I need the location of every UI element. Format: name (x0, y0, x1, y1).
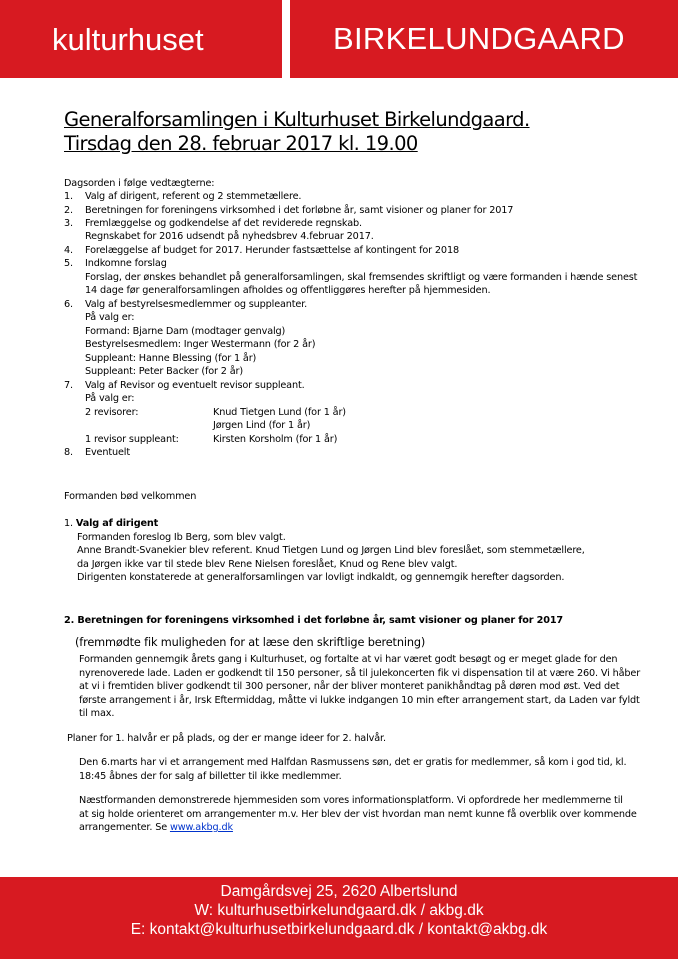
footer-email: E: kontakt@kulturhusetbirkelundgaard.dk / kontakt@akbg.dk (130, 921, 548, 938)
agenda-item-line: Eventuelt (85, 447, 130, 458)
agenda-item-num: 8. (64, 447, 73, 458)
section-2-paragraph-line: Den 6.marts har vi et arrangement med Halfdan Rasmussens søn, det er gratis for medlemmer, så kom i god tid, kl. (79, 757, 627, 768)
section-1-number: 1. (64, 518, 73, 529)
title-line-1: Generalforsamlingen i Kulturhuset Birkelundgaard. (64, 108, 530, 131)
agenda-item-num: 2. (64, 205, 73, 216)
header-left-banner (0, 0, 282, 78)
agenda-intro: Dagsorden i følge vedtægterne: (64, 178, 215, 189)
agenda-item-line: 14 dage før generalforsamlingen afholdes og offentliggøres herefter på hjemmesiden. (85, 285, 491, 296)
section-1-line: Formanden foreslog Ib Berg, som blev valgt. (77, 532, 286, 543)
agenda-item-line: Valg af dirigent, referent og 2 stemmetællere. (85, 191, 302, 202)
agenda-item-line: Beretningen for foreningens virksomhed i det forløbne år, samt visioner og planer for 2017 (85, 205, 514, 216)
agenda-item-num: 5. (64, 258, 73, 269)
agenda-item-num: 7. (64, 380, 73, 391)
page-title (64, 108, 530, 156)
revisor-suppleant-label: 1 revisor suppleant: (85, 434, 179, 445)
section-1-line: Dirigenten konstaterede at generalforsamlingen var lovligt indkaldt, og gennemgik herefter dagsorden. (77, 572, 565, 583)
revisor-label: 2 revisorer: (85, 407, 139, 418)
section-2-paragraph-line: nyrenoverede lade. Laden er godkendt til 150 personer, så til julekoncerten fik vi dispensation til at være 260. Vi håber (79, 668, 641, 679)
agenda-item-num: 3. (64, 218, 73, 229)
page-header (0, 0, 678, 78)
agenda-item-line: På valg er: (85, 312, 135, 323)
agenda-item-line: Formand: Bjarne Dam (modtager genvalg) (85, 326, 286, 337)
section-2-paragraph-line: første arrangement i år, Irsk Eftermiddag, måtte vi lukke indgangen 10 min efter arrangement start, da Laden var fyldt (79, 695, 640, 706)
section-2-paragraph-last-line (79, 821, 233, 834)
agenda-item-line: Bestyrelsesmedlem: Inger Westermann (for 2 år) (85, 339, 316, 350)
page-footer (0, 877, 678, 959)
welcome-text: Formanden bød velkommen (64, 491, 197, 502)
section-2-paragraph-line: 18:45 åbnes der for salg af billetter til ikke medlemmer. (79, 771, 342, 782)
section-1-heading (64, 517, 158, 530)
agenda-item-line: Forslag, der ønskes behandlet på generalforsamlingen, skal fremsendes skriftligt og være formanden i hænde senest (85, 272, 638, 283)
section-1-line: da Jørgen ikke var til stede blev Rene Nielsen foreslået, Knud og Rene blev valgt. (77, 559, 458, 570)
agenda-item-line: Indkomne forslag (85, 258, 167, 269)
header-right-banner (290, 0, 678, 78)
section-2-paragraph-line: Formanden gennemgik årets gang i Kulturhuset, og fortalte at vi har været godt besøgt og er meget glade for den (79, 654, 618, 665)
agenda-item-line: Valg af bestyrelsesmedlemmer og suppleanter. (85, 299, 308, 310)
agenda-item-num: 1. (64, 191, 73, 202)
agenda-item-line: Fremlæggelse og godkendelse af det reviderede regnskab. (85, 218, 362, 229)
agenda-item-num: 4. (64, 245, 73, 256)
section-2-paragraph-line: at sig holde orienteret om arrangementer m.v. Her blev der vist hvordan man nemt kunne få overblik over kommende (79, 809, 637, 820)
section-2-paragraph-text: arrangementer. Se (79, 822, 170, 833)
agenda-item-line: Forelæggelse af budget for 2017. Herunder fastsættelse af kontingent for 2018 (85, 245, 459, 256)
section-1-line: Anne Brandt-Svanekier blev referent. Knud Tietgen Lund og Jørgen Lind blev foreslået, som stemmetællere, (77, 545, 585, 556)
agenda-item-line: Valg af Revisor og eventuelt revisor suppleant. (85, 380, 305, 391)
revisor-suppleant-value: Kirsten Korsholm (for 1 år) (213, 434, 338, 445)
plans-text: Planer for 1. halvår er på plads, og der er mange ideer for 2. halvår. (67, 733, 386, 744)
header-right-text: BIRKELUNDGAARD (333, 21, 625, 56)
section-2-paragraph-line: at vi i fremtiden bliver godkendt til 300 personer, når der bliver monteret panikhåndtag på døren mod øst. Ved det (79, 681, 620, 692)
footer-web: W: kulturhusetbirkelundgaard.dk / akbg.dk (194, 902, 484, 919)
section-2-paragraph-line: Næstformanden demonstrerede hjemmesiden som vores informationsplatform. Vi opfordrede her medlemmerne til (79, 795, 623, 806)
section-2-heading: 2. Beretningen for foreningens virksomhed i det forløbne år, samt visioner og planer for 2017 (64, 615, 563, 626)
agenda-item-num: 6. (64, 299, 73, 310)
revisor-value: Jørgen Lind (for 1 år) (213, 420, 311, 431)
agenda-item-line: Suppleant: Peter Backer (for 2 år) (85, 366, 243, 377)
revisor-value: Knud Tietgen Lund (for 1 år) (213, 407, 346, 418)
agenda-item-line: Suppleant: Hanne Blessing (for 1 år) (85, 353, 257, 364)
title-line-2: Tirsdag den 28. februar 2017 kl. 19.00 (64, 132, 418, 155)
footer-address: Damgårdsvej 25, 2620 Albertslund (220, 883, 458, 900)
agenda-item-line: Regnskabet for 2016 udsendt på nyhedsbrev 4.februar 2017. (85, 231, 374, 242)
section-2-paragraph-line: til max. (79, 708, 115, 719)
agenda-item-line: På valg er: (85, 393, 135, 404)
website-link[interactable]: www.akbg.dk (169, 822, 233, 833)
section-2-subheading: (fremmødte fik muligheden for at læse den skriftlige beretning) (75, 636, 426, 649)
header-left-text: kulturhuset (52, 22, 204, 57)
section-1-title: Valg af dirigent (75, 518, 159, 529)
